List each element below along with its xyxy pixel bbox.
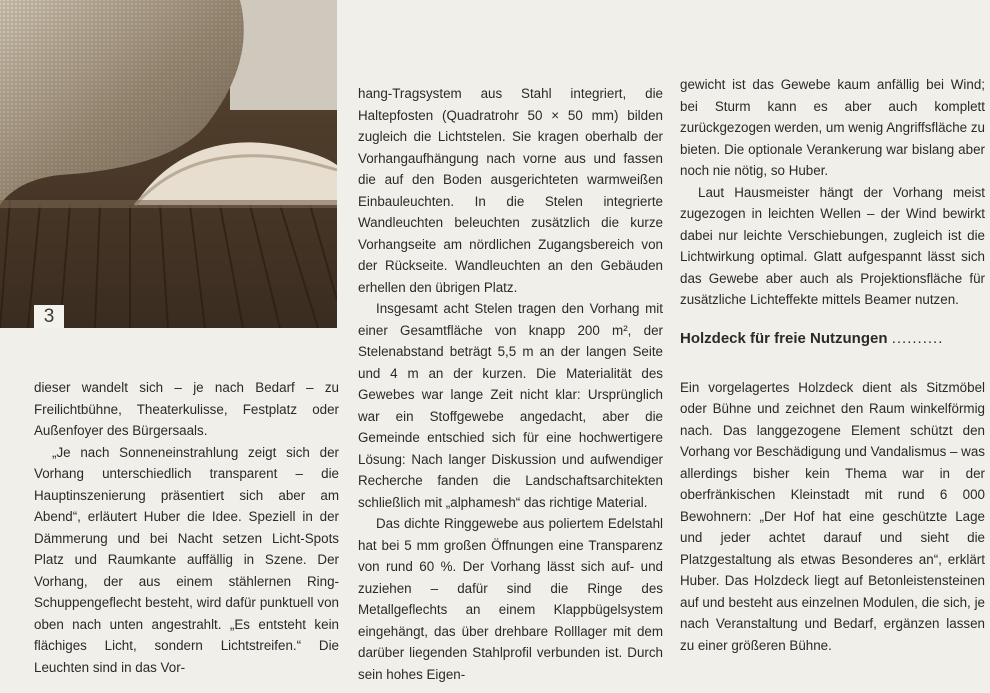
paragraph: Ein vorgelagertes Holzdeck dient als Sitzmöbel oder Bühne und zeichnet den Raum winkelförmig nach. Das langgezogene Element schützt den Vorhang vor Beschädigung und Vandalismus – was allerdings bisher kein Thema war in der oberfränkischen Kleinstadt mit rund 6 000 Bewohnern: „Der Hof hat eine geschützte Lage und jeder achtet darauf und sieht die Platzgestaltung als etwas Besonderes an“, erklärt Huber. Das Holzdeck liegt auf Betonleistensteinen auf und besteht aus einzelnen Modulen, die sich, je nach Veranstaltung und Bedarf, ergänzen lassen zu einer größeren Bühne. xyxy=(680,379,985,653)
text-column-1 xyxy=(34,377,339,678)
text-column-2 xyxy=(358,83,663,685)
paragraph: dieser wandelt sich – je nach Bedarf – zu Freilichtbühne, Theaterkulisse, Festplatz oder Außenfoyer des Bürgersaals. xyxy=(34,380,339,438)
paragraph: gewicht ist das Gewebe kaum anfällig bei Wind; bei Sturm kann es aber auch komplett zurückgezogen werden, um wenig Angriffsfläche zu bieten. Die optionale Verankerung war bislang aber noch nie nötig, so Huber. xyxy=(680,77,985,178)
paragraph: hang-Tragsystem aus Stahl integriert, die Haltepfosten (Quadratrohr 50 × 50 mm) bilden zugleich die Lichtstelen. Sie kragen oberhalb der Vorhangaufhängung nach vorne aus und fassen die auf den Boden ausgerichteten warmweißen Einbauleuchten. In die Stelen integrierte Wandleuchten beleuchten zusätzlich die kurze Vorhangseite am nördlichen Zugangsbereich von der Rückseite. Wandleuchten an den Gebäuden erhellen den übrigen Platz. xyxy=(358,86,663,295)
figure-number: 3 xyxy=(34,305,64,328)
paragraph: Laut Hausmeister hängt der Vorhang meist zugezogen in leichten Wellen – der Wind bewirkt dabei nur leichte Verschiebungen, zugleich ist die Lichtwirkung optimal. Glatt aufgespannt lässt sich das Gewebe aber auch als Projektionsfläche für zusätzliche Lichteffekte mittels Beamer nutzen. xyxy=(680,184,985,307)
section-heading xyxy=(680,328,985,349)
paragraph: Insgesamt acht Stelen tragen den Vorhang mit einer Gesamtfläche von knapp 200 m², der Stelenabstand beträgt 5,5 m an der langen Seite und 4 m an der kurzen. Die Materialität des Gewebes war lange Zeit nicht klar: Ursprünglich war ein Stoffgewebe angedacht, aber die Gemeinde entschied sich für eine hochwertigere Lösung: Nach langer Diskussion und aufwendiger Recherche fanden die Landschaftsarchitekten schließlich mit „alphamesh“ das richtige Material. xyxy=(358,301,663,510)
curtain-photo xyxy=(0,0,337,328)
paragraph: Das dichte Ringgewebe aus poliertem Edelstahl hat bei 5 mm großen Öffnungen eine Transparenz von rund 60 %. Der Vorhang lässt sich auf- und zuziehen – dafür sind die Ringe des Metallgeflechts an einem Klappbügelsystem eingehängt, das über drehbare Rolllager mit dem darüber liegenden Stahlprofil verbunden ist. Durch sein hohes Eigen- xyxy=(358,516,663,682)
text-column-3 xyxy=(680,74,985,656)
section-heading-text: Holzdeck für freie Nutzungen xyxy=(680,329,888,347)
paragraph: „Je nach Sonneneinstrahlung zeigt sich der Vorhang unterschiedlich transparent – die Hauptinszenierung präsentiert sich aber am Abend“, erläutert Huber die Idee. Speziell in der Dämmerung und bei Nacht setzen Licht-Spots Platz und Raumkante auffällig in Szene. Der Vorhang, der aus einem stählernen Ring-Schuppengeflecht besteht, wird dafür punktuell von oben nach unten angestrahlt. „Es entsteht kein flächiges Licht, sondern Lichtstreifen.“ Die Leuchten sind in das Vor- xyxy=(34,444,339,675)
heading-dots: .......... xyxy=(891,329,944,347)
